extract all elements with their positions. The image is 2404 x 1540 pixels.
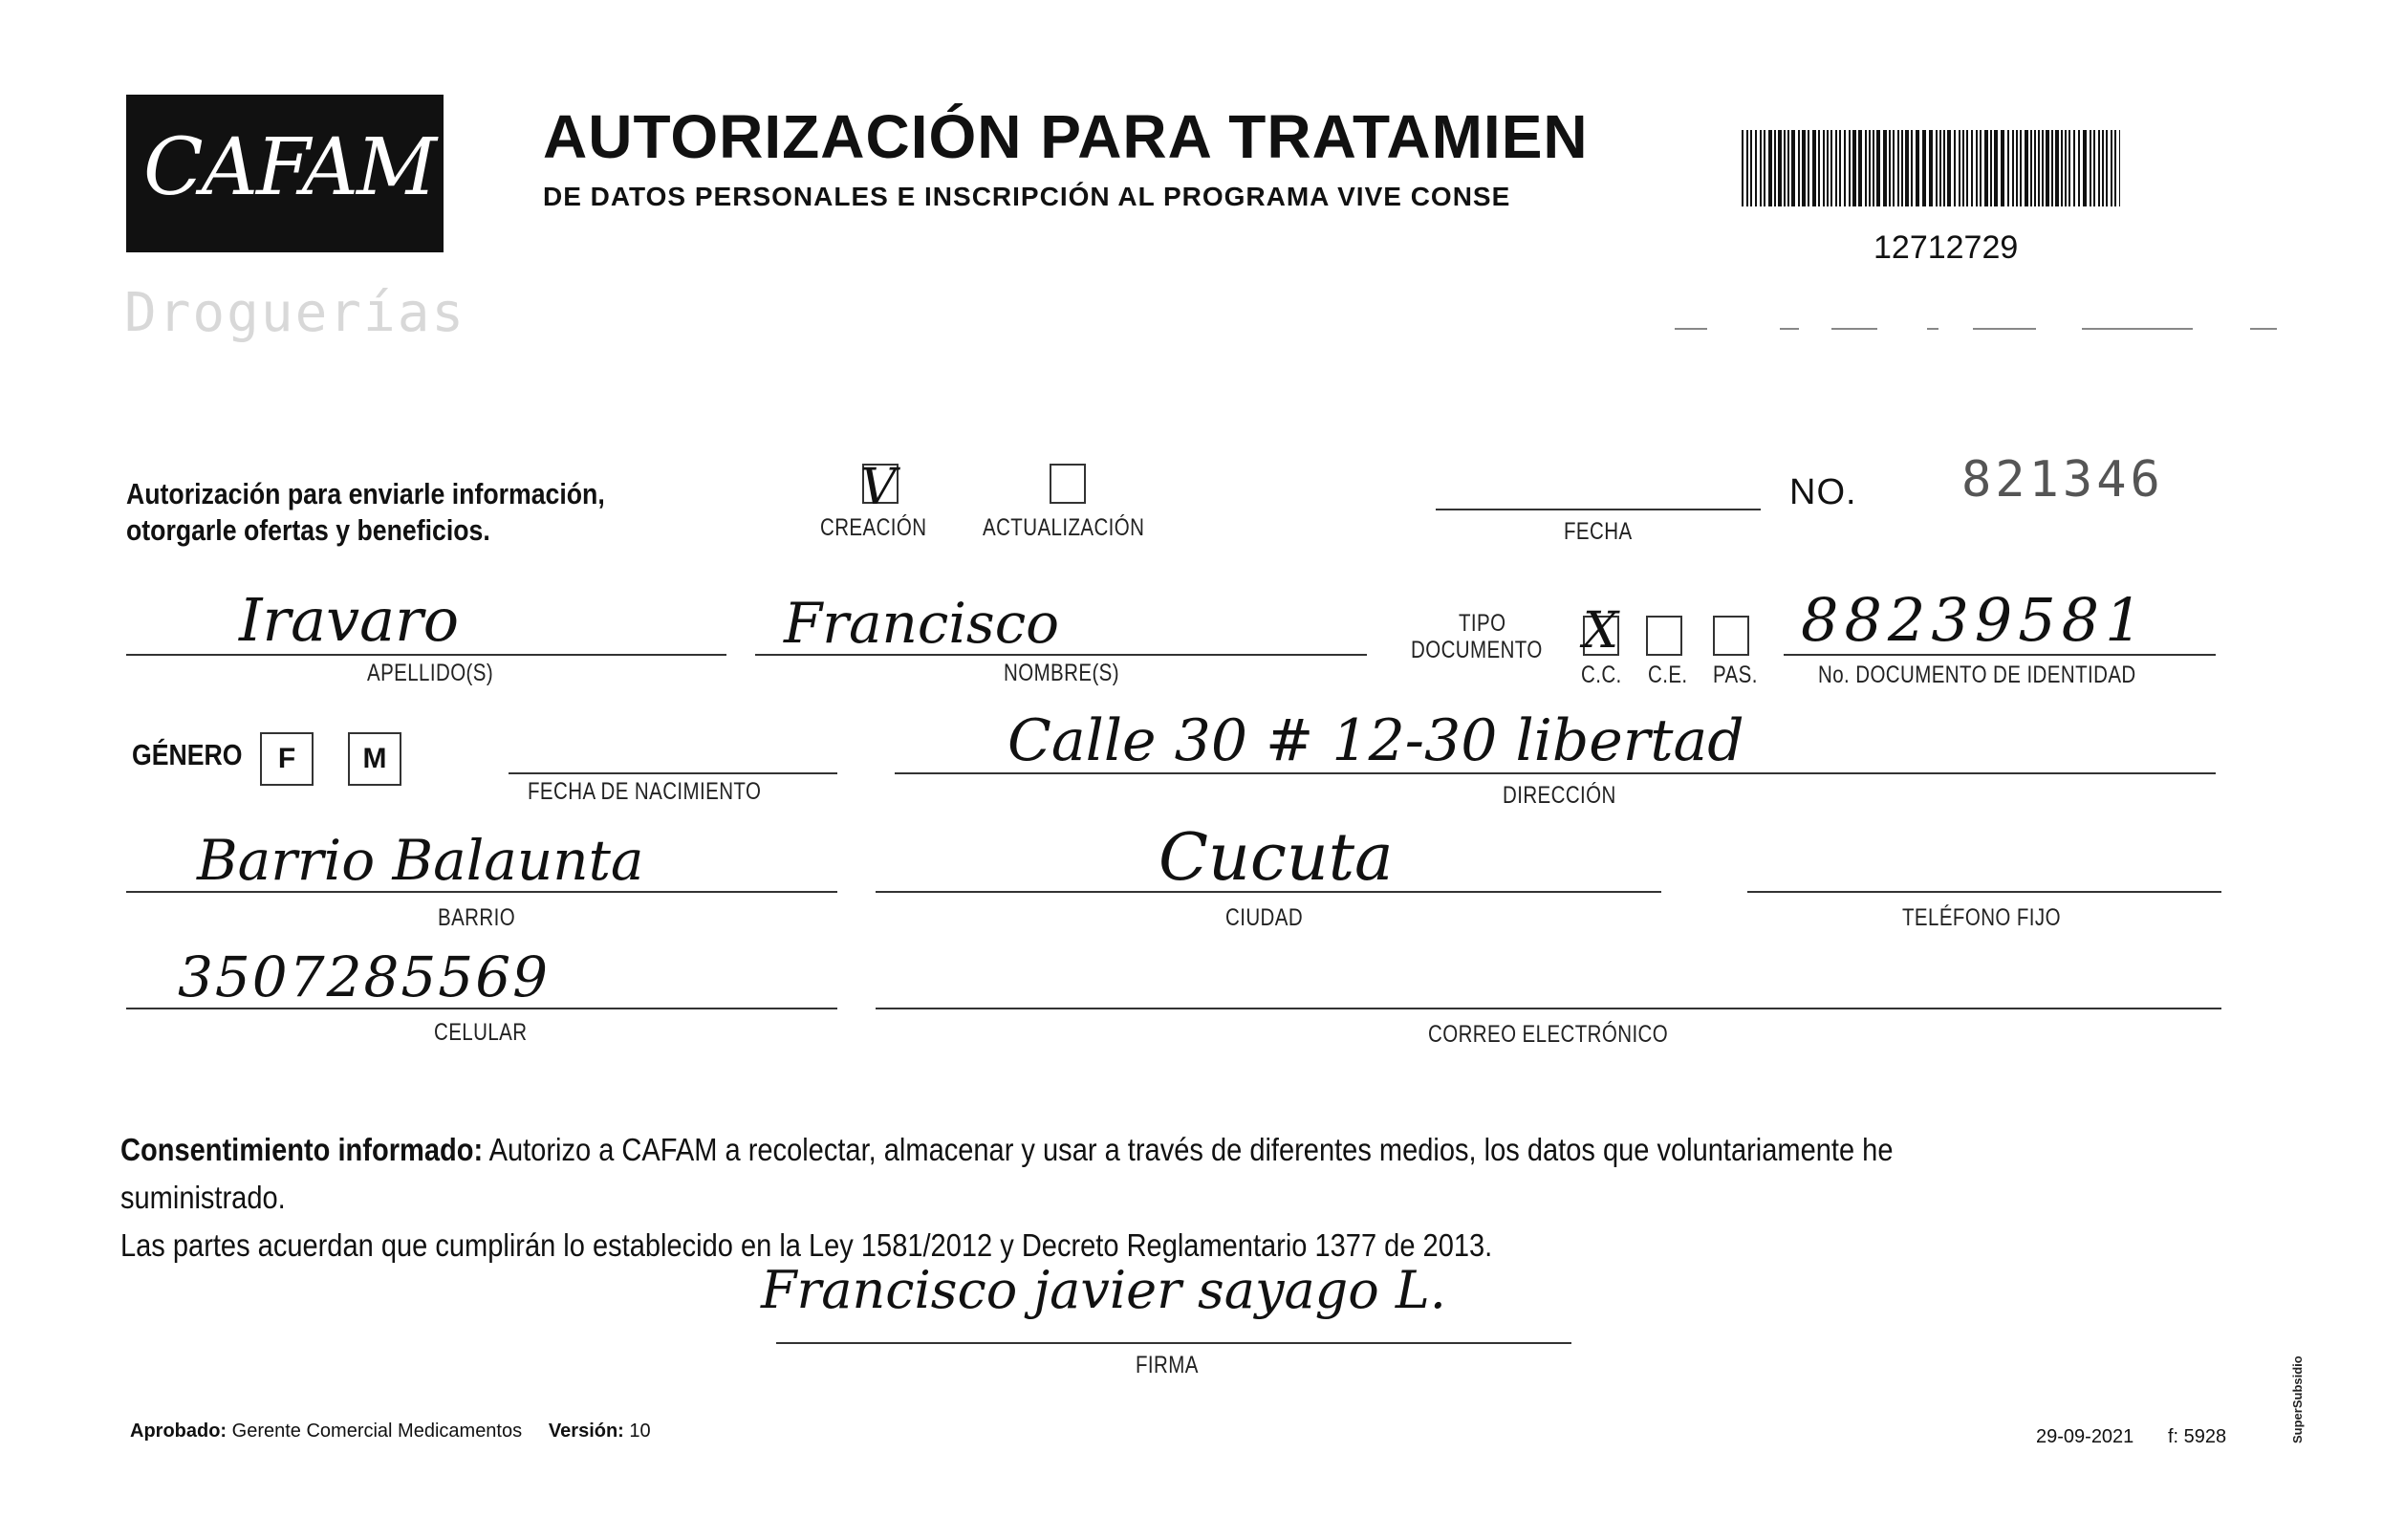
cc-mark: X: [1583, 602, 1619, 660]
barcode-bar: [1844, 130, 1846, 206]
barcode-bar: [1936, 130, 1938, 206]
barcode: [1742, 130, 2120, 206]
barcode-bar: [1808, 130, 1809, 206]
correo-line: [876, 1008, 2221, 1009]
consent-text-1: Autorizo a CAFAM a recolectar, almacenar y usar a través de diferentes medios, los datos que voluntariamente he suministrado.: [120, 1132, 1894, 1215]
barcode-number: 12712729: [1873, 229, 2019, 266]
barcode-bar: [1755, 130, 1757, 206]
barcode-bar: [1893, 130, 1895, 206]
barcode-bar: [2068, 130, 2070, 206]
barcode-bar: [1778, 130, 1782, 206]
barcode-bar: [1852, 130, 1856, 206]
intro-line-1: Autorización para enviarle información,: [126, 477, 605, 510]
footer-code: f: 5928: [2168, 1426, 2227, 1447]
barcode-bar: [1990, 130, 1992, 206]
signature-value: Francisco javier sayago L.: [761, 1260, 1446, 1320]
barcode-bar: [2106, 130, 2108, 206]
barcode-bar: [1889, 130, 1891, 206]
telefono-line: [1747, 891, 2221, 893]
barcode-bar: [1750, 130, 1752, 206]
barcode-bar: [2020, 130, 2022, 206]
barcode-bar: [2111, 130, 2112, 206]
barcode-bar: [2012, 130, 2014, 206]
barcode-bar: [1876, 130, 1880, 206]
barcode-bar: [1835, 130, 1837, 206]
barcode-bar: [1939, 130, 1941, 206]
barcode-bar: [1865, 130, 1867, 206]
side-text: SuperSubsidio: [2290, 1356, 2305, 1443]
barcode-bar: [1869, 130, 1871, 206]
barcode-bar: [1746, 130, 1748, 206]
barcode-bar: [2016, 130, 2018, 206]
barcode-bar: [1839, 130, 1841, 206]
ciudad-value: Cucuta: [1159, 820, 1394, 896]
barcode-bar: [1830, 130, 1832, 206]
barcode-bar: [2093, 130, 2095, 206]
aprobado-value: Gerente Comercial Medicamentos: [231, 1421, 523, 1442]
update-checkbox[interactable]: [1050, 464, 1086, 504]
dashed-line: [1927, 328, 1938, 330]
signature-line: [776, 1342, 1571, 1344]
date-line: [1436, 509, 1761, 510]
apellidos-label: APELLIDO(S): [367, 660, 494, 686]
barcode-bar: [2083, 130, 2087, 206]
barcode-bar: [2061, 130, 2063, 206]
logo-subtitle: Droguerías: [124, 282, 466, 344]
direccion-label: DIRECCIÓN: [1503, 782, 1616, 809]
nacimiento-line: [509, 772, 837, 774]
barcode-bar: [1980, 130, 1982, 206]
version-value: 10: [629, 1421, 651, 1442]
nombres-label: NOMBRE(S): [1004, 660, 1120, 686]
barcode-bar: [1916, 130, 1919, 206]
dashed-line: [2082, 328, 2193, 330]
title-block: [535, 96, 1678, 220]
consent-text-2: Las partes acuerdan que cumplirán lo establecido en la Ley 1581/2012 y Decreto Reglamentario 1377 de 2013.: [120, 1227, 1493, 1263]
barcode-bar: [1760, 130, 1762, 206]
gender-f-box[interactable]: F: [260, 732, 314, 786]
barcode-bar: [2119, 130, 2120, 206]
creation-mark: V: [860, 459, 897, 516]
barcode-bar: [2001, 130, 2004, 206]
barcode-bar: [2034, 130, 2036, 206]
barcode-bar: [1791, 130, 1795, 206]
pas-checkbox[interactable]: [1713, 616, 1749, 656]
dashed-line: [1780, 328, 1799, 330]
tipo-label: TIPO: [1459, 610, 1506, 637]
barcode-bar: [1798, 130, 1800, 206]
ciudad-label: CIUDAD: [1225, 904, 1304, 931]
barcode-bar: [1954, 130, 1956, 206]
version-label: Versión:: [548, 1421, 624, 1442]
documento-value: 88239581: [1801, 585, 2149, 655]
barcode-bar: [2007, 130, 2009, 206]
barcode-bar: [1823, 130, 1825, 206]
supersubsidio-vertical-text: [2275, 1233, 2313, 1453]
barcode-bar: [2025, 130, 2028, 206]
date-label: FECHA: [1564, 518, 1633, 545]
barrio-value: Barrio Balaunta: [197, 828, 644, 893]
correo-label: CORREO ELECTRÓNICO: [1428, 1021, 1669, 1048]
barcode-bar: [1976, 130, 1978, 206]
barcode-bar: [2042, 130, 2044, 206]
dashed-line: [2250, 328, 2277, 330]
creation-label: CREACIÓN: [820, 514, 927, 541]
barcode-bar: [2030, 130, 2032, 206]
barcode-bar: [2073, 130, 2075, 206]
barcode-bar: [1901, 130, 1903, 206]
barcode-bar: [2102, 130, 2104, 206]
barcode-bar: [2114, 130, 2116, 206]
barcode-bar: [1873, 130, 1874, 206]
barcode-bar: [1897, 130, 1899, 206]
barcode-bar: [1849, 130, 1851, 206]
logo-text: CAFAM: [143, 122, 435, 213]
update-label: ACTUALIZACIÓN: [983, 514, 1145, 541]
gender-m-box[interactable]: M: [348, 732, 401, 786]
barcode-bar: [1984, 130, 1988, 206]
barcode-bar: [1911, 130, 1913, 206]
barrio-label: BARRIO: [438, 904, 516, 931]
dashed-line: [1973, 328, 2036, 330]
signature-label: FIRMA: [1136, 1352, 1199, 1378]
footer-approval: [130, 1421, 651, 1442]
barcode-bar: [2046, 130, 2049, 206]
ce-checkbox[interactable]: [1646, 616, 1682, 656]
barcode-bar: [2051, 130, 2053, 206]
documento-label: DOCUMENTO: [1411, 637, 1543, 663]
barcode-bar: [1947, 130, 1951, 206]
documento-identidad-label: No. DOCUMENTO DE IDENTIDAD: [1818, 662, 2136, 688]
barcode-bar: [1787, 130, 1789, 206]
nacimiento-label: FECHA DE NACIMIENTO: [528, 778, 762, 805]
barcode-bar: [1764, 130, 1765, 206]
barcode-bar: [1784, 130, 1786, 206]
celular-label: CELULAR: [434, 1019, 528, 1046]
number-label: NO.: [1789, 472, 1857, 512]
barcode-bar: [2090, 130, 2091, 206]
barcode-bar: [2098, 130, 2100, 206]
nombres-value: Francisco: [784, 591, 1060, 656]
barcode-bar: [1827, 130, 1829, 206]
barcode-bar: [2055, 130, 2059, 206]
consent-bold: Consentimiento informado:: [120, 1132, 484, 1167]
barcode-bar: [1905, 130, 1909, 206]
aprobado-label: Aprobado:: [130, 1421, 227, 1442]
dashed-line: [1831, 328, 1877, 330]
direccion-value: Calle 30 # 12-30 libertad: [1007, 707, 1744, 774]
barcode-bar: [2078, 130, 2080, 206]
barcode-bar: [1818, 130, 1820, 206]
intro-line-2: otorgarle ofertas y beneficios.: [126, 513, 490, 547]
barcode-bar: [1962, 130, 1964, 206]
barcode-bar: [1802, 130, 1806, 206]
intro-text: [126, 476, 605, 549]
document-subtitle: DE DATOS PERSONALES E INSCRIPCIÓN AL PROGRAMA VIVE CONSE: [543, 182, 1511, 211]
form-number: 821346: [1961, 451, 2164, 509]
barcode-bar: [1966, 130, 1968, 206]
telefono-label: TELÉFONO FIJO: [1902, 904, 2061, 931]
cc-label: C.C.: [1581, 662, 1622, 688]
dashed-line: [1675, 328, 1707, 330]
pas-label: PAS.: [1713, 662, 1758, 688]
barcode-bar: [1929, 130, 1933, 206]
barcode-bar: [2038, 130, 2040, 206]
document-title: AUTORIZACIÓN PARA TRATAMIEN: [543, 102, 1589, 171]
ce-label: C.E.: [1648, 662, 1688, 688]
barcode-bar: [1943, 130, 1945, 206]
barcode-bar: [1883, 130, 1887, 206]
barcode-bar: [1858, 130, 1862, 206]
barcode-bar: [1768, 130, 1772, 206]
barcode-bar: [1971, 130, 1973, 206]
barcode-bar: [1959, 130, 1960, 206]
consent-text: [120, 1126, 2055, 1269]
barcode-bar: [1774, 130, 1776, 206]
celular-value: 3507285569: [178, 944, 551, 1009]
genero-label: GÉNERO: [132, 738, 243, 771]
barcode-bar: [1922, 130, 1926, 206]
barcode-bar: [1812, 130, 1816, 206]
barcode-bar: [2065, 130, 2067, 206]
barcode-bar: [1994, 130, 1998, 206]
apellidos-value: Iravaro: [239, 585, 460, 655]
footer-date: 29-09-2021: [2036, 1426, 2134, 1447]
barcode-bar: [1742, 130, 1743, 206]
